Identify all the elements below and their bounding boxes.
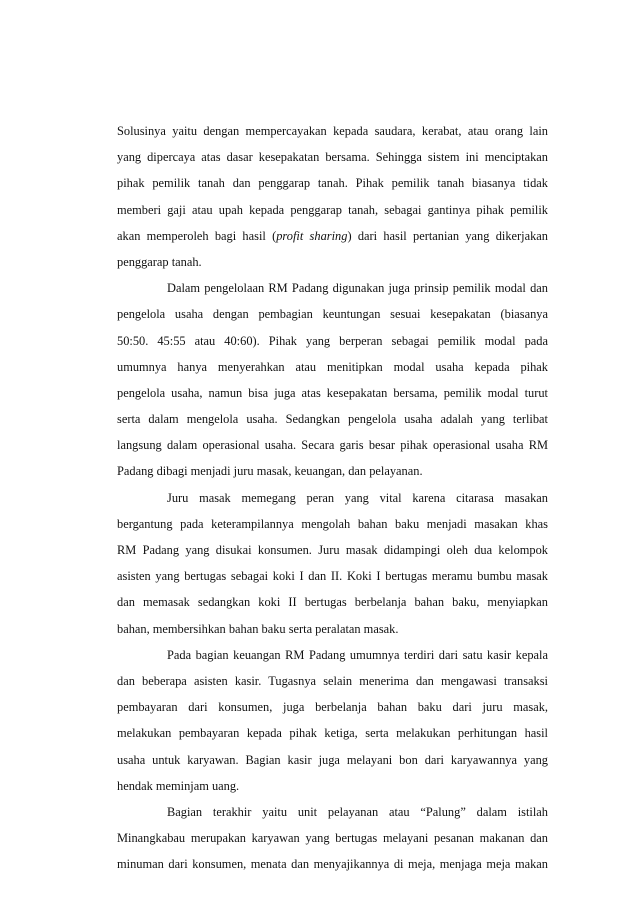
body-text bbox=[117, 118, 548, 877]
text-line: usaha untuk karyawan. Bagian kasir juga melayani bon dari karyawannya yang bbox=[117, 752, 548, 767]
paragraph-2 bbox=[117, 275, 548, 485]
text-line: Dalam pengelolaan RM Padang digunakan juga prinsip pemilik modal dan bbox=[167, 281, 548, 296]
text-line: Solusinya yaitu dengan mempercayakan kepada saudara, kerabat, atau orang lain bbox=[117, 124, 548, 138]
text-line: Padang dibagi menjadi juru masak, keuangan, dan pelayanan. bbox=[117, 464, 423, 479]
text-line: Juru masak memegang peran yang vital karena citarasa masakan bbox=[167, 490, 548, 505]
paragraph-3 bbox=[117, 485, 548, 642]
text-line: penggarap tanah. bbox=[117, 254, 202, 269]
text-line: dan beberapa asisten kasir. Tugasnya selain menerima dan mengawasi transaksi bbox=[117, 673, 548, 688]
text-line: pembayaran dari konsumen, juga berbelanja bahan baku dari juru masak, bbox=[117, 700, 548, 715]
paragraph-4 bbox=[117, 642, 548, 799]
text-line: asisten yang bertugas sebagai koki I dan II. Koki I bertugas meramu bumbu masak bbox=[117, 569, 548, 584]
text-line: Minangkabau merupakan karyawan yang bertugas melayani pesanan makanan dan bbox=[117, 831, 548, 846]
text-line: Bagian terakhir yaitu unit pelayanan atau “Palung” dalam istilah bbox=[167, 804, 548, 819]
paragraph-5 bbox=[117, 799, 548, 878]
text-line: bahan, membersihkan bahan baku serta peralatan masak. bbox=[117, 621, 399, 636]
italic-term: profit sharing bbox=[276, 228, 348, 243]
text-line: pengelola usaha, namun bisa juga atas kesepakatan bersama, pemilik modal turut bbox=[117, 385, 548, 400]
text-line: bergantung pada keterampilannya mengolah bahan baku menjadi masakan khas bbox=[117, 516, 548, 531]
text-line: langsung dalam operasional usaha. Secara garis besar pihak operasional usaha RM bbox=[117, 438, 548, 453]
text-line: serta dalam mengelola usaha. Sedangkan pengelola usaha adalah yang terlibat bbox=[117, 412, 548, 427]
text-line: pihak pemilik tanah dan penggarap tanah. Pihak pemilik tanah biasanya tidak bbox=[117, 176, 548, 191]
text-line: Pada bagian keuangan RM Padang umumnya terdiri dari satu kasir kepala bbox=[167, 647, 548, 662]
text-line: memberi gaji atau upah kepada penggarap tanah, sebagai gantinya pihak pemilik bbox=[117, 202, 548, 217]
text-line: 50:50. 45:55 atau 40:60). Pihak yang berperan sebagai pemilik modal pada bbox=[117, 333, 548, 348]
text-line: RM Padang yang disukai konsumen. Juru masak didampingi oleh dua kelompok bbox=[117, 543, 548, 557]
text-line: hendak meminjam uang. bbox=[117, 778, 240, 793]
text-line: akan memperoleh bagi hasil (profit sharing) dari hasil pertanian yang dikerjakan bbox=[117, 228, 548, 243]
text-line: minuman dari konsumen, menata dan menyajikannya di meja, menjaga meja makan bbox=[117, 857, 548, 872]
text-line: pengelola usaha dengan pembagian keuntungan sesuai kesepakatan (biasanya bbox=[117, 307, 548, 322]
text-line: dan memasak sedangkan koki II bertugas berbelanja bahan baku, menyiapkan bbox=[117, 595, 548, 610]
text-line: umumnya hanya menyerahkan atau menitipkan modal usaha kepada pihak bbox=[117, 359, 548, 374]
text-line: yang dipercaya atas dasar kesepakatan bersama. Sehingga sistem ini menciptakan bbox=[117, 150, 548, 165]
text-line: melakukan pembayaran kepada pihak ketiga, serta melakukan perhitungan hasil bbox=[117, 726, 548, 741]
paragraph-1 bbox=[117, 118, 548, 275]
